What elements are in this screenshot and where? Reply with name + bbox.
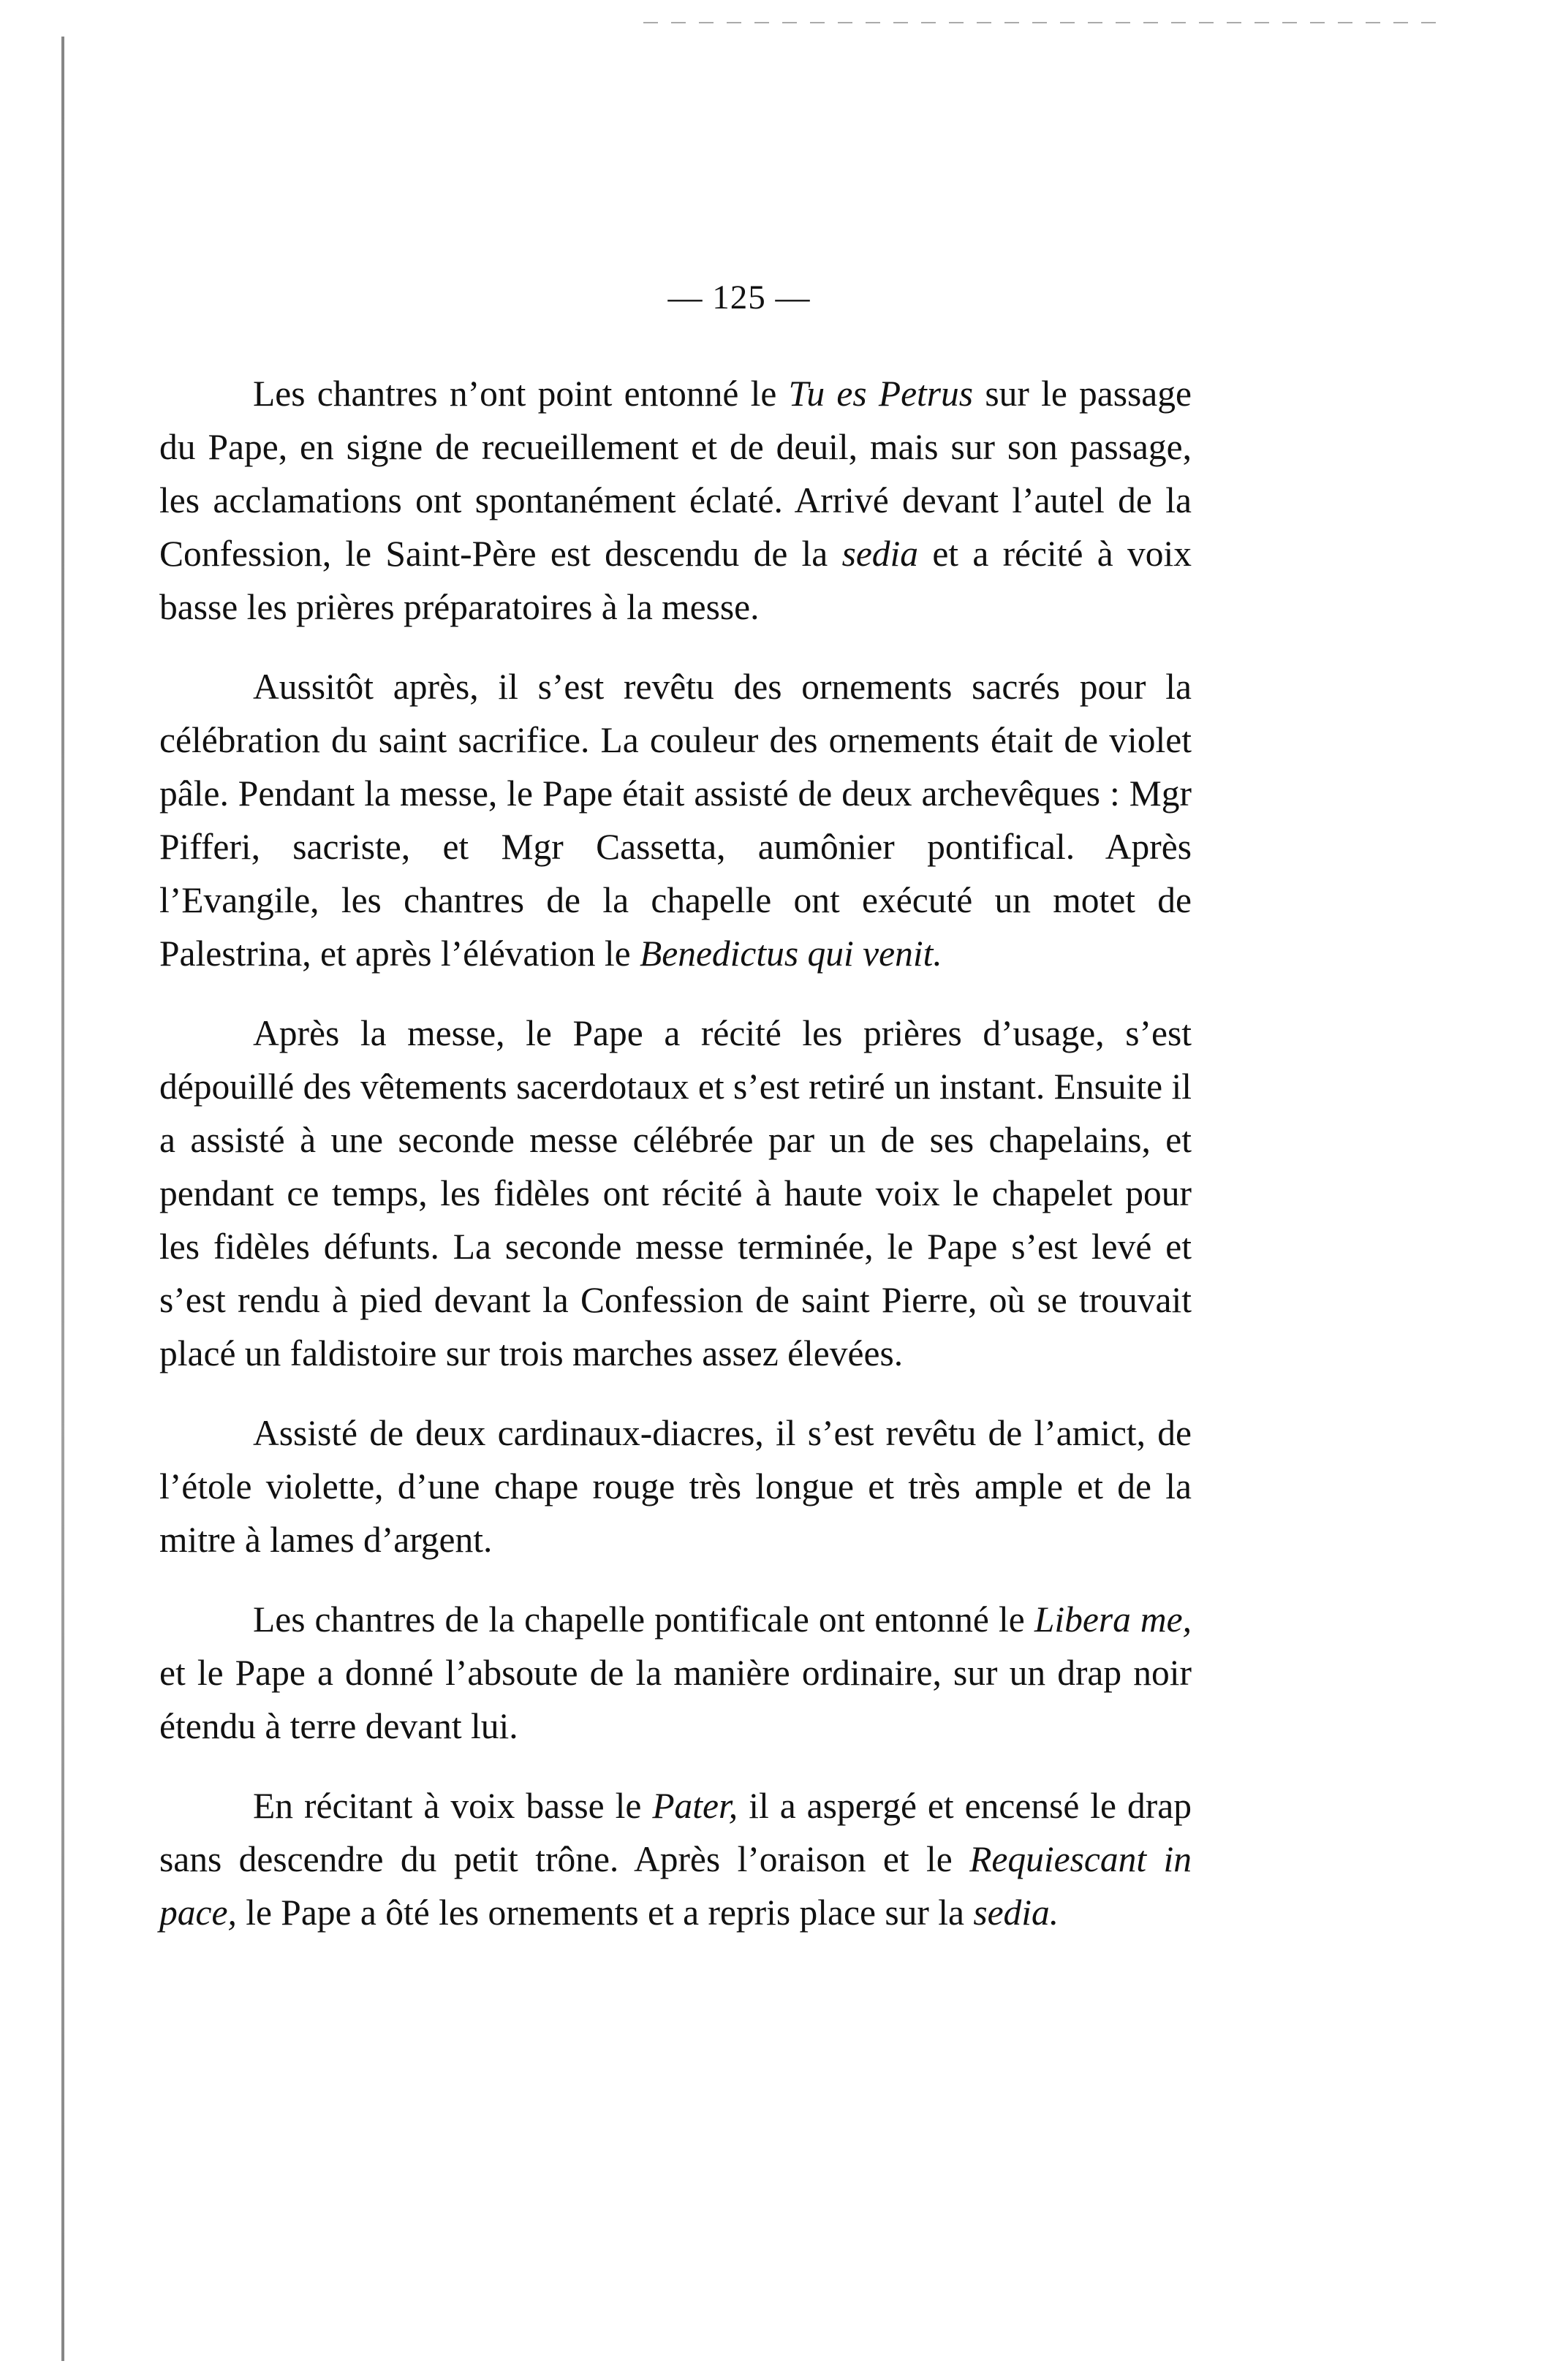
italic-text: Libera me, bbox=[1034, 1599, 1192, 1640]
italic-text: Benedictus qui venit. bbox=[640, 933, 942, 974]
italic-text: sedia. bbox=[973, 1892, 1059, 1933]
italic-text: Pater, bbox=[652, 1786, 738, 1826]
text-run: et le Pape a donné l’absoute de la manière ordinaire, sur un drap noir étendu à terre devant lui. bbox=[159, 1653, 1192, 1746]
italic-text: Tu es Petrus bbox=[788, 374, 974, 414]
text-run: Aussitôt après, il s’est revêtu des ornements sacrés pour la célébration du saint sacrifice. La couleur des ornements était de violet pâle. Pendant la messe, le Pape était assisté de deux archevêques : Mgr Pifferi, sacriste, et Mgr Cassetta, aumônier pontifical. Après l’Evangile, les chantres de la chapelle ont exécuté un motet de Palestrina, et après l’élévation le bbox=[159, 667, 1192, 974]
text-run: et a récité à voix basse les prières préparatoires à la messe. bbox=[159, 534, 1192, 627]
body-text bbox=[159, 367, 1192, 1966]
paragraph bbox=[159, 1007, 1192, 1380]
paragraph bbox=[159, 367, 1192, 634]
text-run: il a aspergé et encensé le drap sans descendre du petit trône. Après l’oraison et le bbox=[159, 1786, 1192, 1879]
scan-top-noise bbox=[643, 22, 1448, 23]
text-run: Après la messe, le Pape a récité les prières d’usage, s’est dépouillé des vêtements sacerdotaux et s’est retiré un instant. Ensuite il a assisté à une seconde messe célébrée par un de ses chapelains, et pendant ce temps, les fidèles ont récité à haute voix le chapelet pour les fidèles défunts. La seconde messe terminée, le Pape s’est levé et s’est rendu à pied devant la Confession de saint Pierre, où se trouvait placé un faldistoire sur trois marches assez élevées. bbox=[159, 1013, 1192, 1373]
paragraph bbox=[159, 1593, 1192, 1753]
paragraph bbox=[159, 1406, 1192, 1566]
italic-text: Requiescant in pace, bbox=[159, 1839, 1192, 1933]
page-number bbox=[0, 278, 1544, 317]
text-run: sur le passage du Pape, en signe de recueillement et de deuil, mais sur son passage, les acclamations ont spontanément éclaté. Arrivé devant l’autel de la Confession, le Saint-Père est descendu de la bbox=[159, 374, 1192, 574]
italic-text: sedia bbox=[841, 534, 919, 574]
paragraph bbox=[159, 660, 1192, 980]
text-run: Les chantres de la chapelle pontificale ont entonné le bbox=[253, 1599, 1034, 1640]
page-number-text: — 125 — bbox=[667, 278, 811, 317]
text-run: En récitant à voix basse le bbox=[253, 1786, 653, 1826]
paragraph bbox=[159, 1779, 1192, 1939]
text-run: le Pape a ôté les ornements et a repris place sur la bbox=[236, 1892, 974, 1933]
text-run: Assisté de deux cardinaux-diacres, il s’est revêtu de l’amict, de l’étole violette, d’une chape rouge très longue et très ample et de la mitre à lames d’argent. bbox=[159, 1413, 1192, 1560]
scan-edge-shadow bbox=[61, 37, 64, 2361]
text-run: Les chantres n’ont point entonné le bbox=[253, 374, 789, 414]
